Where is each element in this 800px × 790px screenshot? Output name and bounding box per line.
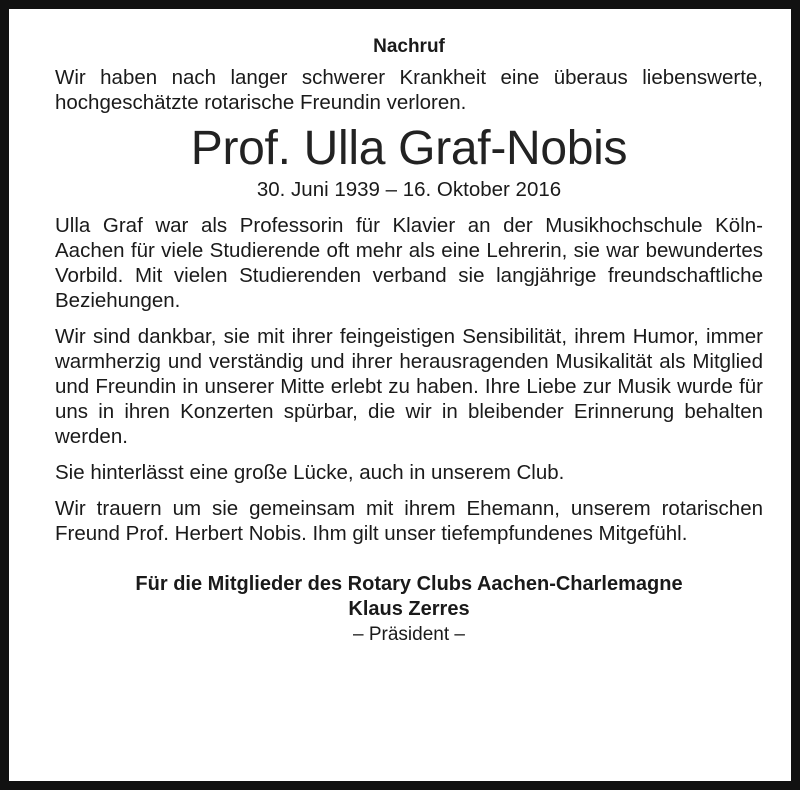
closing-role: – Präsident – [353, 624, 465, 645]
obituary-content [55, 35, 763, 647]
notice-heading: Nachruf [373, 36, 445, 57]
body-paragraph: Wir sind dankbar, sie mit ihrer feingeistigen Sensibilität, ihrem Humor, immer warmherzig und verständig und ihrer herausragenden Musikalität als Mitglied und Freundin in unserer Mitte erlebt zu haben. Ihre Liebe zur Musik wurde für uns in ihren Konzerten spürbar, die wir in bleibender Erinnerung behalten werden. [55, 325, 763, 448]
closing-organization: Für die Mitglieder des Rotary Clubs Aachen-Charlemagne [135, 573, 683, 595]
body-paragraph: Sie hinterlässt eine große Lücke, auch in unserem Club. [55, 461, 565, 484]
closing-signer: Klaus Zerres [348, 598, 470, 620]
body-text [55, 213, 763, 546]
closing-signature [55, 572, 763, 647]
deceased-name: Prof. Ulla Graf-Nobis [190, 122, 628, 175]
body-paragraph: Ulla Graf war als Professorin für Klavier an der Musikhochschule Köln-Aachen für viele Studierende oft mehr als eine Lehrerin, sie war bewundertes Vorbild. Mit vielen Studierenden verband sie langjährige freundschaftliche Beziehungen. [55, 214, 763, 312]
intro-paragraph: Wir haben nach langer schwerer Krankheit eine überaus liebenswerte, hochgeschätzte rotarische Freundin verloren. [55, 66, 763, 114]
life-dates: 30. Juni 1939 – 16. Oktober 2016 [256, 178, 562, 201]
body-paragraph: Wir trauern um sie gemeinsam mit ihrem Ehemann, unserem rotarischen Freund Prof. Herbert Nobis. Ihm gilt unser tiefempfundenes Mitgefühl. [55, 497, 763, 545]
